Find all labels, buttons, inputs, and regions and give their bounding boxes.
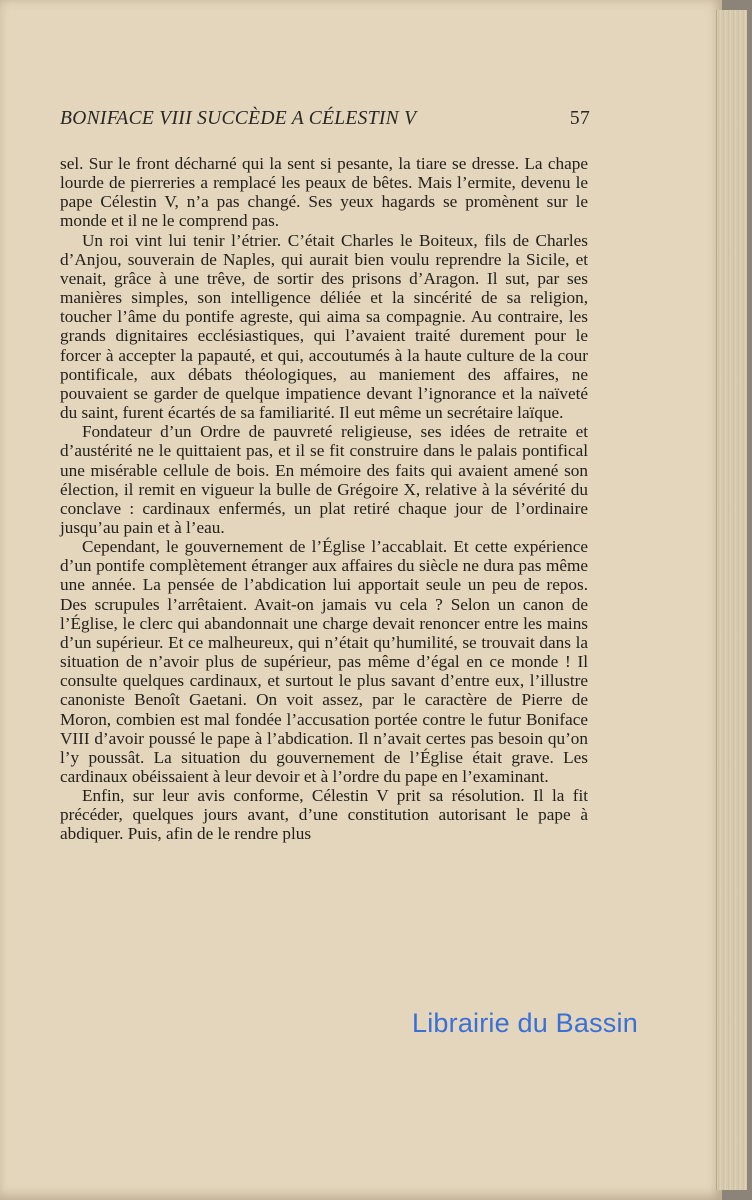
paragraph: Un roi vint lui tenir l’étrier. C’était Charles le Boiteux, fils de Charles d’Anjou, souverain de Naples, qui aurait bien voulu reprendre la Sicile, et venait, grâce à une trêve, de sortir des prisons d’Aragon. Il sut, par ses manières simples, son intelligence déliée et la sincérité de sa religion, toucher l’âme du pontife agreste, qui aima sa compagnie. Au contraire, les grands dignitaires ecclésiastiques, qui l’avaient traité durement pour le forcer à accepter la papauté, et qui, accoutumés à la haute culture de la cour pontificale, aux débats théologiques, au maniement des affaires, ne pouvaient se garder de quelque impatience devant l’ignorance et la naïveté du saint, furent écartés de sa familiarité. Il eut même un secrétaire laïque. (60, 230, 588, 423)
paragraph: Enfin, sur leur avis conforme, Célestin V prit sa résolution. Il la fit précéder, quelques jours avant, d’une constitution autorisant le pape à abdiquer. Puis, afin de le rendre plus (60, 786, 588, 844)
page-block-edge (716, 10, 747, 1190)
page-number: 57 (569, 108, 590, 129)
paragraph: Cependant, le gouvernement de l’Église l’accablait. Et cette expérience d’un pontife complètement étranger aux affaires du siècle ne dura pas même une année. La pensée de l’abdication lui apportait seule un peu de repos. Des scrupules l’arrêtaient. Avait-on jamais vu cela ? Selon un canon de l’Église, le clerc qui abandonnait une charge devait renoncer entre les mains d’un supérieur. Et ce malheureux, qui n’était qu’humilité, se trouvait dans la situation de n’avoir plus de supérieur, pas même d’égal en ce monde ! Il consulte quelques cardinaux, et surtout le plus savant d’entre eux, l’illustre canoniste Benoît Gaetani. On voit assez, par le caractère de Pierre de Moron, combien est mal fondée l’accusation portée contre le futur Boniface VIII d’avoir poussé le pape à l’abdication. Il n’avait certes pas besoin qu’on l’y poussât. La situation du gouvernement de l’Église était grave. Les cardinaux obéissaient à leur devoir et à l’ordre du pape en l’examinant. (60, 537, 588, 786)
watermark: Librairie du Bassin (412, 1008, 638, 1038)
paragraph: sel. Sur le front décharné qui la sent si pesante, la tiare se dresse. La chape lourde de pierreries a remplacé les peaux de bêtes. Mais l’ermite, devenu le pape Célestin V, n’a pas changé. Ses yeux hagards se promènent sur le monde et il ne le comprend pas. (60, 154, 588, 231)
running-head (60, 108, 590, 136)
paragraph: Fondateur d’un Ordre de pauvreté religieuse, ses idées de retraite et d’austérité ne le quittaient pas, et il se fit construire dans le palais pontifical une misérable cellule de bois. En mémoire des faits qui avaient amené son élection, il remit en vigueur la bulle de Grégoire X, relative à la sévérité du conclave : cardinaux enfermés, un plat retiré chaque jour de l’ordinaire jusqu’au pain et à l’eau. (60, 422, 588, 537)
body-text (60, 154, 588, 844)
chapter-title: BONIFACE VIII SUCCÈDE A CÉLESTIN V (60, 108, 417, 129)
